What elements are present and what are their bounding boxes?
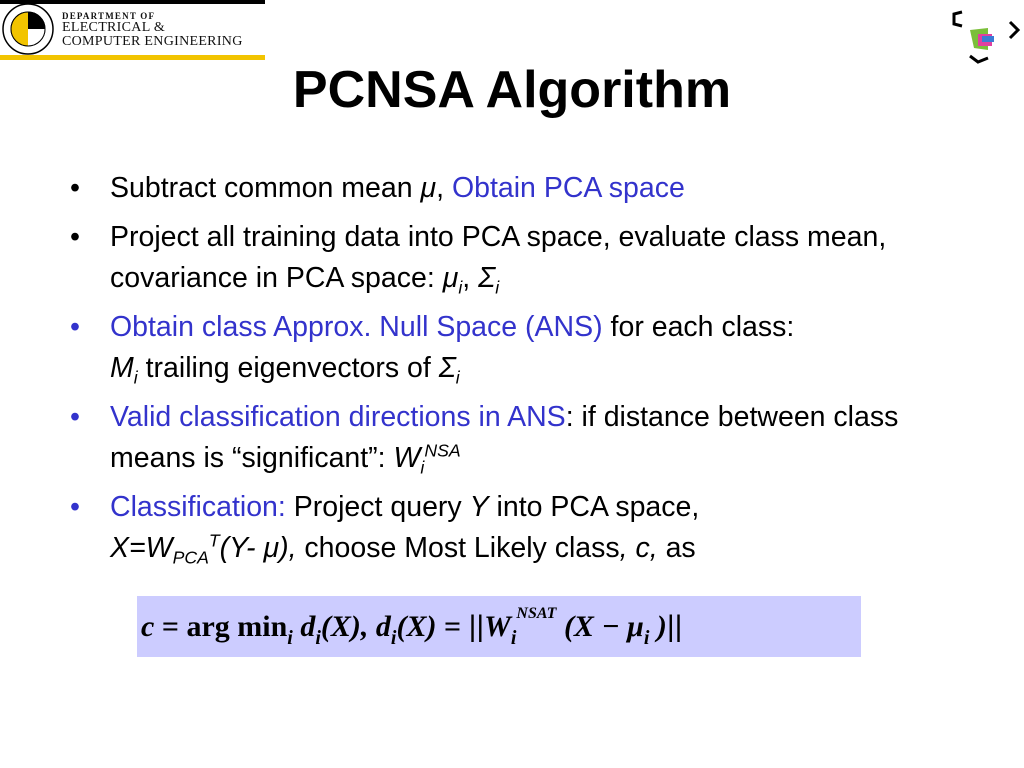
- bullet-dot: •: [70, 491, 80, 523]
- bullet-dot: •: [70, 172, 80, 204]
- list-item: [70, 217, 970, 299]
- subscript: PCA: [172, 547, 209, 568]
- subscript: i: [420, 457, 425, 478]
- department-line2: ELECTRICAL &: [62, 20, 166, 35]
- superscript: NSA: [424, 440, 461, 461]
- lab-logo-icon: [948, 6, 1024, 66]
- x-expression: (Y- μ),: [219, 532, 297, 564]
- bullet-text: ,: [436, 172, 452, 204]
- formula-c: c: [141, 610, 155, 643]
- formula-norm-close: ||: [666, 610, 683, 643]
- pca-space-link[interactable]: Obtain PCA space: [451, 172, 685, 204]
- formula-close-paren: ): [649, 610, 667, 643]
- sigma-symbol: Σ: [438, 352, 456, 384]
- formula-diff: (X − μ: [556, 610, 644, 643]
- university-of-maryland-seal-icon: [2, 3, 54, 55]
- formula-equals: =: [436, 610, 469, 643]
- list-item: [70, 307, 970, 389]
- list-item: [70, 487, 970, 569]
- formula-arg: (X),: [320, 610, 376, 643]
- bullet-dot: •: [70, 311, 80, 343]
- bullet-text: Subtract common mean: [110, 172, 421, 204]
- formula-equals: =: [154, 610, 187, 643]
- valid-directions-link[interactable]: Valid classification directions in ANS: [110, 401, 566, 433]
- y-symbol: Y: [469, 491, 489, 523]
- bullet-text: into PCA space,: [488, 491, 700, 523]
- formula-subscript: i: [390, 627, 397, 649]
- bullet-list: [70, 168, 970, 577]
- formula-subscript: i: [510, 627, 517, 649]
- sigma-symbol: Σ: [478, 262, 496, 294]
- department-name: [62, 11, 243, 49]
- department-line1: DEPARTMENT OF: [62, 11, 156, 21]
- subscript: i: [458, 277, 463, 298]
- department-line3: COMPUTER ENGINEERING: [62, 34, 243, 49]
- ans-link[interactable]: Obtain class Approx. Null Space (ANS): [110, 311, 603, 343]
- subscript: i: [133, 367, 138, 388]
- bullet-text: as: [657, 532, 696, 564]
- formula-norm-open: ||: [468, 610, 485, 643]
- bullet-text: choose Most Likely class: [296, 532, 620, 564]
- formula-subscript: i: [287, 627, 293, 649]
- bullet-text: for each class:: [602, 311, 795, 343]
- classification-link[interactable]: Classification:: [110, 491, 286, 523]
- formula-superscript: NSA: [516, 605, 547, 622]
- formula-subscript: i: [643, 627, 650, 649]
- bullet-dot: •: [70, 221, 80, 253]
- m-symbol: M: [110, 352, 134, 384]
- formula-d: d: [292, 610, 316, 643]
- bullet-text: ,: [462, 262, 479, 294]
- mu-symbol: μ: [420, 172, 437, 204]
- subscript: i: [495, 277, 500, 298]
- bullet-text: Project query: [285, 491, 470, 523]
- formula-arg: (X): [396, 610, 437, 643]
- mu-symbol: μ: [442, 262, 459, 294]
- c-symbol: , c,: [619, 532, 658, 564]
- list-item: [70, 397, 970, 479]
- x-equation: X=W: [110, 532, 173, 564]
- bullet-text: trailing eigenvectors of: [137, 352, 439, 384]
- department-logo: [0, 0, 265, 60]
- formula-argmin: arg min: [186, 610, 288, 643]
- formula-transpose: T: [546, 605, 557, 622]
- slide-title: PCNSA Algorithm: [292, 61, 732, 119]
- bullet-text: : if distance between class means is “significant”:: [110, 401, 899, 474]
- subscript: i: [455, 367, 460, 388]
- w-symbol: W: [393, 442, 421, 474]
- list-item: [70, 168, 970, 209]
- bullet-dot: •: [70, 401, 80, 433]
- formula-subscript: i: [315, 627, 321, 649]
- formula-w: W: [484, 610, 511, 643]
- superscript: T: [208, 530, 220, 551]
- bullet-text: Project all training data into PCA space, evaluate class mean, covariance in PCA space:: [110, 221, 887, 294]
- formula-d: d: [375, 610, 391, 643]
- classification-formula: [137, 596, 861, 657]
